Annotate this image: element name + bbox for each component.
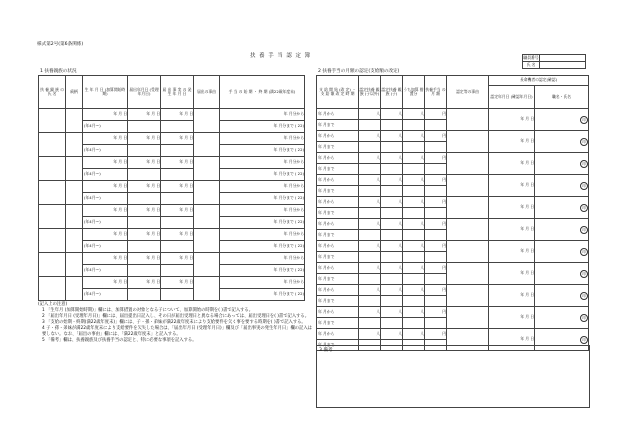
s2-period-to[interactable]: 年 月まで — [317, 164, 359, 175]
report-date[interactable]: 年 月 日 — [128, 133, 161, 145]
header-birth: 生 年 月 日 (加算開始時期) — [83, 76, 128, 109]
fact-date[interactable]: 年 月 日 — [161, 205, 194, 217]
s2-period-to[interactable]: 年 月まで — [317, 120, 359, 131]
header-seal: 職名・氏名 — [535, 86, 589, 109]
section3-title: 3 備考 — [319, 348, 333, 353]
fact-date[interactable]: 年 月 日 — [161, 133, 194, 145]
s2-confirm-date[interactable]: 年 月 日 — [489, 131, 535, 153]
s2-people-b[interactable]: 人 — [381, 285, 403, 296]
age-22: ( 22) — [294, 219, 304, 225]
s2-people-b[interactable]: 人 — [381, 329, 403, 340]
dependent-name[interactable] — [39, 181, 66, 205]
age-22: ( 22) — [294, 291, 304, 297]
period-from[interactable]: 年 月分から — [220, 277, 305, 289]
receipt-date[interactable] — [128, 289, 161, 301]
s2-blank-b[interactable] — [381, 208, 403, 219]
s2-monthly-yen[interactable]: 円 — [425, 263, 447, 274]
s2-matters[interactable] — [447, 197, 489, 219]
receipt-date[interactable] — [128, 241, 161, 253]
s2-seal-cell[interactable] — [535, 197, 589, 219]
info-label-name: 氏 名 — [523, 62, 540, 69]
receipt-date[interactable] — [128, 217, 161, 229]
s2-blank-c[interactable] — [403, 208, 425, 219]
receipt-date[interactable] — [128, 145, 161, 157]
s2-period-from[interactable]: 年 月から — [317, 153, 359, 164]
period-from[interactable]: 年 月分から — [220, 229, 305, 241]
report-date[interactable]: 年 月 日 — [128, 181, 161, 193]
section2-title: 2 扶養手当の月額の認定(支給額の改定) — [318, 69, 400, 74]
birth-age: (年4月～) — [83, 217, 128, 229]
dependent-relation[interactable] — [66, 133, 83, 157]
report-reason[interactable] — [194, 181, 220, 205]
s2-blank-b[interactable] — [381, 296, 403, 307]
s2-monthly-yen[interactable]: 円 — [425, 131, 447, 142]
s2-people-a[interactable]: 人 — [359, 153, 381, 164]
receipt-date[interactable] — [128, 193, 161, 205]
report-reason[interactable] — [194, 109, 220, 133]
header-matters: 認定等の事由 — [447, 76, 489, 109]
period-from[interactable]: 年 月分から — [220, 205, 305, 217]
fact-date[interactable]: 年 月 日 — [161, 181, 194, 193]
birth-age: (年4月～) — [83, 169, 128, 181]
fact-date[interactable]: 年 月 日 — [161, 253, 194, 265]
report-reason[interactable] — [194, 205, 220, 229]
s2-period-from[interactable]: 年 月から — [317, 219, 359, 230]
s2-people-addition[interactable]: 人 — [403, 307, 425, 318]
dependent-name[interactable] — [39, 133, 66, 157]
s2-blank-c[interactable] — [403, 186, 425, 197]
s2-monthly-yen[interactable]: 円 — [425, 153, 447, 164]
s2-matters[interactable] — [447, 241, 489, 263]
period-from[interactable]: 年 月分から — [220, 133, 305, 145]
note-4: 4 子・孫・弟妹が満22歳年度末により支給要件を欠失した場合は、「届出年月日 (受理年月日)」欄及び「届出事実の発生年月日」欄の記入は要しない。なお、「届出の事由」欄には、「満22歳年度末」と記入する。 — [42, 326, 312, 337]
s2-blank-b[interactable] — [381, 318, 403, 329]
info-box — [522, 54, 586, 69]
s2-seal-cell[interactable] — [535, 109, 589, 131]
fact-date-2[interactable] — [161, 121, 194, 133]
s2-people-addition[interactable]: 人 — [403, 329, 425, 340]
note-3: 3 「支給の始期・終期(満22歳年度末)」欄には、子・孫・弟妹が満22歳年度末により支給要件を欠く事を要する時期を( )書で記入する。 — [42, 320, 306, 325]
fact-date-2[interactable] — [161, 193, 194, 205]
report-date[interactable]: 年 月 日 — [128, 109, 161, 121]
s2-blank-a[interactable] — [359, 142, 381, 153]
period-from[interactable]: 年 月分から — [220, 157, 305, 169]
seal-icon: 印 — [580, 182, 588, 190]
s2-people-b[interactable]: 人 — [381, 307, 403, 318]
age-22: ( 22) — [294, 267, 304, 273]
header-s2-period: 支 給 開 始 (改 定) ・ 支 給 額 改 定 時 期 — [317, 76, 359, 109]
fact-date-2[interactable] — [161, 217, 194, 229]
fact-date[interactable]: 年 月 日 — [161, 229, 194, 241]
age-22: ( 22) — [294, 147, 304, 153]
birth-age: (年4月～) — [83, 241, 128, 253]
info-value-employee-number[interactable] — [540, 55, 586, 62]
notes — [38, 302, 312, 344]
s2-people-b[interactable]: 人 — [381, 175, 403, 186]
s2-people-a[interactable]: 人 — [359, 131, 381, 142]
report-date[interactable]: 年 月 日 — [128, 277, 161, 289]
s2-people-addition[interactable]: 人 — [403, 131, 425, 142]
period-to-text: 年 月分まで — [273, 195, 294, 201]
s2-confirm-date[interactable]: 年 月 日 — [489, 175, 535, 197]
s2-confirm-date[interactable]: 年 月 日 — [489, 329, 535, 351]
dependent-relation[interactable] — [66, 109, 83, 133]
seal-icon: 印 — [580, 160, 588, 168]
s2-people-a[interactable]: 人 — [359, 109, 381, 120]
s2-matters[interactable] — [447, 285, 489, 307]
birth-date[interactable]: 年 月 日 — [83, 157, 128, 169]
s2-period-from[interactable]: 年 月から — [317, 329, 359, 340]
s2-blank-b[interactable] — [381, 142, 403, 153]
s2-matters[interactable] — [447, 109, 489, 131]
dependents-table — [38, 75, 305, 301]
s2-people-a[interactable]: 人 — [359, 175, 381, 186]
header-confirm-date: 認定年月日 (確認年月日) — [489, 86, 535, 109]
s2-people-a[interactable]: 人 — [359, 197, 381, 208]
s2-blank-c[interactable] — [403, 252, 425, 263]
s2-people-addition[interactable]: 人 — [403, 197, 425, 208]
birth-date[interactable]: 年 月 日 — [83, 133, 128, 145]
s2-seal-cell[interactable] — [535, 263, 589, 285]
s2-people-b[interactable]: 人 — [381, 263, 403, 274]
s2-seal-cell[interactable] — [535, 285, 589, 307]
s2-blank-d[interactable] — [425, 208, 447, 219]
s2-confirm-date[interactable]: 年 月 日 — [489, 241, 535, 263]
dependent-name[interactable] — [39, 277, 66, 301]
s2-blank-d[interactable] — [425, 318, 447, 329]
header-fact-date: 届 出 事 実 の 発 生 年 月 日 — [161, 76, 194, 109]
birth-date[interactable]: 年 月 日 — [83, 181, 128, 193]
s2-blank-b[interactable] — [381, 252, 403, 263]
s2-monthly-yen[interactable]: 円 — [425, 197, 447, 208]
s2-blank-b[interactable] — [381, 230, 403, 241]
seal-icon: 印 — [580, 138, 588, 146]
s2-period-from[interactable]: 年 月から — [317, 175, 359, 186]
dependent-relation[interactable] — [66, 253, 83, 277]
s2-monthly-yen[interactable]: 円 — [425, 285, 447, 296]
birth-age: (年4月～) — [83, 145, 128, 157]
s2-people-a[interactable]: 人 — [359, 285, 381, 296]
fact-date-2[interactable] — [161, 289, 194, 301]
s2-blank-a[interactable] — [359, 252, 381, 263]
s2-period-from[interactable]: 年 月から — [317, 241, 359, 252]
s2-people-addition[interactable]: 人 — [403, 219, 425, 230]
seal-icon: 印 — [580, 248, 588, 256]
dependent-relation[interactable] — [66, 277, 83, 301]
period-to[interactable] — [220, 169, 305, 181]
birth-age: (年4月～) — [83, 193, 128, 205]
report-reason[interactable] — [194, 277, 220, 301]
s2-blank-b[interactable] — [381, 120, 403, 131]
period-to[interactable] — [220, 241, 305, 253]
receipt-date[interactable] — [128, 169, 161, 181]
s2-monthly-yen[interactable]: 円 — [425, 241, 447, 252]
s2-blank-c[interactable] — [403, 318, 425, 329]
report-date[interactable]: 年 月 日 — [128, 229, 161, 241]
s2-blank-b[interactable] — [381, 164, 403, 175]
fact-date[interactable]: 年 月 日 — [161, 277, 194, 289]
note-1: 1 「生年月 (加算開始時期)」欄には、加算措置の対象となる子について、加算開始の時期を( )書で記入する。 — [42, 308, 254, 313]
birth-date[interactable]: 年 月 日 — [83, 229, 128, 241]
s2-blank-c[interactable] — [403, 274, 425, 285]
dependent-relation[interactable] — [66, 157, 83, 181]
report-date[interactable]: 年 月 日 — [128, 205, 161, 217]
s2-people-b[interactable]: 人 — [381, 153, 403, 164]
fact-date-2[interactable] — [161, 265, 194, 277]
s2-period-to[interactable]: 年 月まで — [317, 230, 359, 241]
s2-people-b[interactable]: 人 — [381, 109, 403, 120]
s2-people-b[interactable]: 人 — [381, 219, 403, 230]
section1-title: 1 扶養親族の状況 — [40, 69, 77, 74]
dependent-name[interactable] — [39, 229, 66, 253]
s2-blank-a[interactable] — [359, 186, 381, 197]
s2-seal-cell[interactable] — [535, 241, 589, 263]
s2-period-to[interactable]: 年 月まで — [317, 186, 359, 197]
note-5: 5 「備考」欄は、扶養親族及び扶養手当の認定と、特に必要な事項を記入する。 — [42, 338, 197, 343]
s2-seal-cell[interactable] — [535, 219, 589, 241]
s2-people-a[interactable]: 人 — [359, 329, 381, 340]
s2-blank-d[interactable] — [425, 120, 447, 131]
s2-period-from[interactable]: 年 月から — [317, 131, 359, 142]
header-addition: うち加算 措置分 — [403, 76, 425, 109]
seal-icon: 印 — [580, 336, 588, 344]
s2-blank-d[interactable] — [425, 230, 447, 241]
s2-people-addition[interactable]: 人 — [403, 263, 425, 274]
dependent-relation[interactable] — [66, 205, 83, 229]
s2-period-to[interactable]: 年 月まで — [317, 142, 359, 153]
s2-blank-c[interactable] — [403, 230, 425, 241]
s2-confirm-date[interactable]: 年 月 日 — [489, 307, 535, 329]
s2-matters[interactable] — [447, 307, 489, 329]
receipt-date[interactable] — [128, 265, 161, 277]
period-to[interactable] — [220, 265, 305, 277]
s2-blank-a[interactable] — [359, 296, 381, 307]
dependent-name[interactable] — [39, 109, 66, 133]
s2-matters[interactable] — [447, 131, 489, 153]
period-to-text: 年 月分まで — [273, 147, 294, 153]
s2-period-to[interactable]: 年 月まで — [317, 340, 359, 351]
s2-blank-d[interactable] — [425, 142, 447, 153]
s2-blank-b[interactable] — [381, 186, 403, 197]
remarks-box[interactable] — [316, 345, 590, 408]
s2-blank-a[interactable] — [359, 120, 381, 131]
dependent-name[interactable] — [39, 205, 66, 229]
seal-icon: 印 — [580, 204, 588, 212]
s2-blank-b[interactable] — [381, 274, 403, 285]
s2-confirm-date[interactable]: 年 月 日 — [489, 285, 535, 307]
header-report-date: 届出年月日 (受理年月日) — [128, 76, 161, 109]
s2-period-from[interactable]: 年 月から — [317, 109, 359, 120]
header-relation: 続柄 — [66, 76, 83, 109]
s2-blank-c[interactable] — [403, 164, 425, 175]
s2-matters[interactable] — [447, 153, 489, 175]
note-2: 2 「届出年月日 (受理年月日)」欄には、届出提出日記入し、その日が届出受理日と異なる場合にあっては、届出受理日を( )書で記入する。 — [42, 314, 310, 319]
s2-period-from[interactable]: 年 月から — [317, 197, 359, 208]
s2-confirm-date[interactable]: 年 月 日 — [489, 197, 535, 219]
period-to-text: 年 月分まで — [273, 291, 294, 297]
age-22: ( 22) — [294, 123, 304, 129]
s2-period-to[interactable]: 年 月まで — [317, 318, 359, 329]
birth-date[interactable]: 年 月 日 — [83, 253, 128, 265]
s2-period-from[interactable]: 年 月から — [317, 263, 359, 274]
s2-people-addition[interactable]: 人 — [403, 153, 425, 164]
period-to-text: 年 月分まで — [273, 171, 294, 177]
dependent-name[interactable] — [39, 253, 66, 277]
period-to[interactable] — [220, 289, 305, 301]
s2-confirm-date[interactable]: 年 月 日 — [489, 109, 535, 131]
s2-monthly-yen[interactable]: 円 — [425, 219, 447, 230]
report-date[interactable]: 年 月 日 — [128, 157, 161, 169]
s2-blank-d[interactable] — [425, 296, 447, 307]
period-from[interactable]: 年 月分から — [220, 253, 305, 265]
s2-monthly-yen[interactable]: 円 — [425, 329, 447, 340]
s2-period-to[interactable]: 年 月まで — [317, 208, 359, 219]
period-to-text: 年 月分まで — [273, 219, 294, 225]
fact-date[interactable]: 年 月 日 — [161, 157, 194, 169]
s2-confirm-date[interactable]: 年 月 日 — [489, 219, 535, 241]
report-date[interactable]: 年 月 日 — [128, 253, 161, 265]
allowance-table — [316, 75, 589, 351]
s2-people-a[interactable]: 人 — [359, 263, 381, 274]
s2-confirm-date[interactable]: 年 月 日 — [489, 263, 535, 285]
s2-people-a[interactable]: 人 — [359, 307, 381, 318]
header-amount-b: 認定扶養 親 族 (子) — [381, 76, 403, 109]
fact-date[interactable]: 年 月 日 — [161, 109, 194, 121]
fact-date-2[interactable] — [161, 241, 194, 253]
age-22: ( 22) — [294, 195, 304, 201]
period-to[interactable] — [220, 121, 305, 133]
dependent-relation[interactable] — [66, 229, 83, 253]
s2-period-to[interactable]: 年 月まで — [317, 274, 359, 285]
s2-monthly-yen[interactable]: 円 — [425, 109, 447, 120]
s2-matters[interactable] — [447, 219, 489, 241]
s2-seal-cell[interactable] — [535, 307, 589, 329]
s2-people-b[interactable]: 人 — [381, 241, 403, 252]
seal-icon: 印 — [580, 314, 588, 322]
header-name: 扶 養 親 族 の 氏 名 — [39, 76, 66, 109]
s2-people-b[interactable]: 人 — [381, 197, 403, 208]
s2-blank-a[interactable] — [359, 274, 381, 285]
s2-people-addition[interactable]: 人 — [403, 175, 425, 186]
s2-people-a[interactable]: 人 — [359, 219, 381, 230]
s2-blank-a[interactable] — [359, 318, 381, 329]
header-monthly: 扶養手当 の 月 額 — [425, 76, 447, 109]
period-to-text: 年 月分まで — [273, 243, 294, 249]
header-amount-a: 認定扶養 親 族 (子以外) — [359, 76, 381, 109]
s2-seal-cell[interactable] — [535, 131, 589, 153]
s2-blank-d[interactable] — [425, 252, 447, 263]
s2-people-addition[interactable]: 人 — [403, 109, 425, 120]
header-reason: 届出の事由 — [194, 76, 220, 109]
s2-people-b[interactable]: 人 — [381, 131, 403, 142]
age-22: ( 22) — [294, 243, 304, 249]
seal-icon: 印 — [580, 116, 588, 124]
seal-icon: 印 — [580, 226, 588, 234]
birth-date[interactable]: 年 月 日 — [83, 277, 128, 289]
s2-blank-a[interactable] — [359, 230, 381, 241]
fact-date-2[interactable] — [161, 145, 194, 157]
s2-people-addition[interactable]: 人 — [403, 241, 425, 252]
report-reason[interactable] — [194, 157, 220, 181]
s2-blank-c[interactable] — [403, 120, 425, 131]
dependent-name[interactable] — [39, 157, 66, 181]
period-to[interactable] — [220, 217, 305, 229]
form-number: 様式第2号(第6条関係) — [37, 42, 84, 47]
s2-period-to[interactable]: 年 月まで — [317, 252, 359, 263]
s2-blank-d[interactable] — [425, 186, 447, 197]
seal-icon: 印 — [580, 270, 588, 278]
s2-people-a[interactable]: 人 — [359, 241, 381, 252]
birth-date[interactable]: 年 月 日 — [83, 205, 128, 217]
s2-matters[interactable] — [447, 175, 489, 197]
period-from[interactable]: 年 月分から — [220, 109, 305, 121]
s2-blank-c[interactable] — [403, 142, 425, 153]
s2-matters[interactable] — [447, 263, 489, 285]
s2-blank-a[interactable] — [359, 208, 381, 219]
s2-blank-d[interactable] — [425, 164, 447, 175]
seal-icon: 印 — [580, 292, 588, 300]
dependent-relation[interactable] — [66, 181, 83, 205]
birth-date[interactable]: 年 月 日 — [83, 109, 128, 121]
report-reason[interactable] — [194, 253, 220, 277]
period-to[interactable] — [220, 193, 305, 205]
info-value-name[interactable] — [540, 62, 586, 69]
info-label-employee-number: 職員番号 — [523, 54, 539, 60]
s2-seal-cell[interactable] — [535, 175, 589, 197]
period-to[interactable] — [220, 145, 305, 157]
s2-people-addition[interactable]: 人 — [403, 285, 425, 296]
page-title: 扶 養 手 当 認 定 簿 — [250, 53, 312, 59]
birth-age: (年4月～) — [83, 265, 128, 277]
s2-period-to[interactable]: 年 月まで — [317, 296, 359, 307]
s2-blank-a[interactable] — [359, 164, 381, 175]
s2-monthly-yen[interactable]: 円 — [425, 175, 447, 186]
period-from[interactable]: 年 月分から — [220, 181, 305, 193]
header-period: 手 当 の 始 期 ・ 終 期 (満22歳年度末) — [220, 76, 305, 109]
period-to-text: 年 月分まで — [273, 123, 294, 129]
header-confirm: 長命機者の認定(確認) — [489, 76, 589, 86]
s2-period-from[interactable]: 年 月から — [317, 285, 359, 296]
fact-date-2[interactable] — [161, 169, 194, 181]
birth-age: (年4月～) — [83, 289, 128, 301]
s2-blank-d[interactable] — [425, 274, 447, 285]
s2-blank-c[interactable] — [403, 296, 425, 307]
birth-age: (年4月～) — [83, 121, 128, 133]
receipt-date[interactable] — [128, 121, 161, 133]
period-to-text: 年 月分まで — [273, 267, 294, 273]
report-reason[interactable] — [194, 133, 220, 157]
s2-period-from[interactable]: 年 月から — [317, 307, 359, 318]
age-22: ( 22) — [294, 171, 304, 177]
report-reason[interactable] — [194, 229, 220, 253]
s2-seal-cell[interactable] — [535, 153, 589, 175]
notes-heading: (記入上の注意) — [38, 302, 68, 307]
s2-confirm-date[interactable]: 年 月 日 — [489, 153, 535, 175]
s2-monthly-yen[interactable]: 円 — [425, 307, 447, 318]
